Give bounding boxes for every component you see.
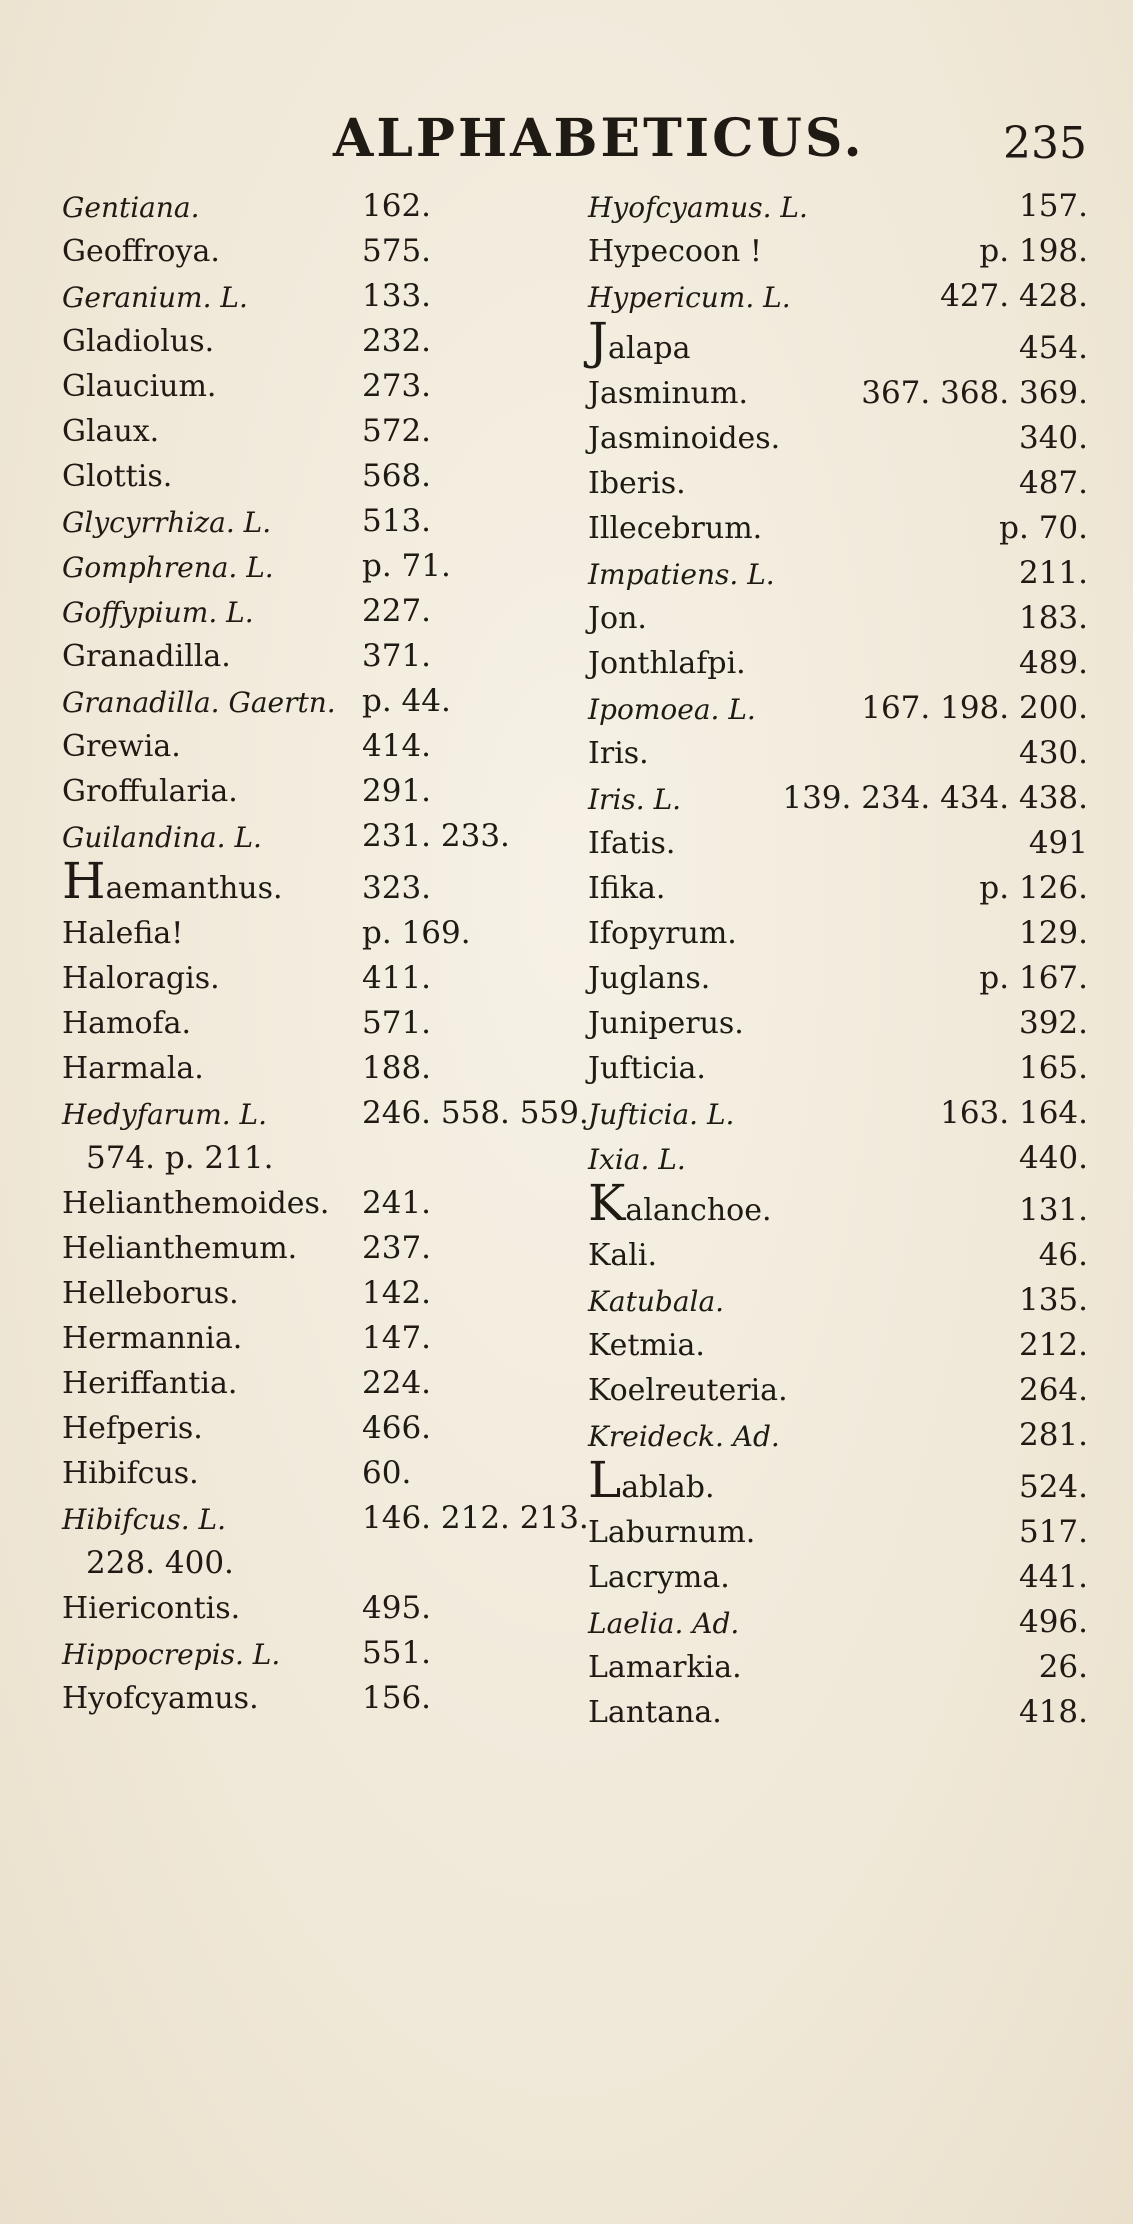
entry-name-rest: aemanthus.	[105, 871, 283, 906]
entry-name	[62, 852, 283, 910]
entry-name: Hippocrepis. L.	[62, 1638, 281, 1671]
entry-name: Laburnum.	[588, 1515, 756, 1550]
entry-name: Ipomoea. L.	[588, 693, 756, 726]
entry-pages: 139. 234. 434. 438.	[782, 780, 1088, 816]
entry-name: Kreideck. Ad.	[588, 1420, 780, 1453]
index-entry	[62, 1317, 582, 1362]
entry-name: Hermannia.	[62, 1321, 243, 1356]
entry-pages: p. 71.	[362, 548, 451, 584]
entry-pages: 232.	[362, 323, 432, 359]
entry-pages: p. 198.	[979, 233, 1088, 269]
entry-pages: 571.	[362, 1005, 432, 1041]
entry-pages: 135.	[1018, 1282, 1088, 1318]
index-entry	[62, 1182, 582, 1227]
entry-pages: p. 169.	[362, 915, 471, 951]
index-entry	[62, 957, 582, 1002]
entry-name: Lamarkia.	[588, 1650, 742, 1685]
entry-pages: p. 126.	[979, 870, 1088, 906]
entry-pages: 142.	[362, 1275, 432, 1311]
index-entry	[588, 867, 1088, 912]
entry-pages: 167. 198. 200.	[861, 690, 1088, 726]
entry-pages: 273.	[362, 368, 432, 404]
entry-pages: 211.	[1018, 555, 1088, 591]
entry-name: Groffularia.	[62, 774, 238, 809]
entry-pages: 367. 368. 369.	[861, 375, 1088, 411]
entry-name: Hypecoon !	[588, 234, 762, 269]
entry-name: Gladiolus.	[62, 324, 215, 359]
index-entry	[588, 1324, 1088, 1369]
entry-pages: 291.	[362, 773, 432, 809]
entry-pages: 430.	[1018, 735, 1088, 771]
index-entry	[588, 822, 1088, 867]
entry-pages: 491	[1028, 825, 1088, 861]
entry-name: Hypericum. L.	[588, 281, 791, 314]
section-initial: L	[588, 1451, 622, 1509]
index-entry	[62, 1092, 589, 1137]
index-entry	[62, 1047, 582, 1092]
entry-pages: 411.	[362, 960, 432, 996]
entry-pages: 568.	[362, 458, 432, 494]
index-entry	[588, 732, 1088, 777]
entry-pages: 157.	[1018, 188, 1088, 224]
index-entry	[62, 410, 582, 455]
entry-name: Jasminoides.	[588, 421, 781, 456]
index-entry	[588, 312, 1088, 372]
entry-pages: 572.	[362, 413, 432, 449]
index-entry	[588, 1174, 1088, 1234]
entry-pages: 264.	[1018, 1372, 1088, 1408]
index-entry	[62, 1587, 582, 1632]
entry-pages: p. 70.	[999, 510, 1088, 546]
index-entry	[62, 455, 582, 500]
page-number: 235	[1003, 118, 1087, 169]
index-entry	[588, 1451, 1088, 1511]
entry-pages: 246. 558. 559.	[362, 1095, 589, 1131]
entry-pages: 227.	[362, 593, 432, 629]
index-entry	[62, 1227, 582, 1272]
entry-continuation: 574. p. 211.	[86, 1140, 274, 1176]
index-entry	[588, 1234, 1088, 1279]
entry-name-rest: ablab.	[621, 1470, 715, 1505]
index-entry	[588, 1556, 1088, 1601]
index-entry	[62, 500, 582, 545]
entry-name: Kali.	[588, 1238, 658, 1273]
index-entry	[62, 1002, 582, 1047]
entry-name	[588, 1451, 715, 1509]
entry-pages: 224.	[362, 1365, 432, 1401]
entry-name: Iris.	[588, 736, 649, 771]
entry-pages: 496.	[1018, 1604, 1088, 1640]
entry-name	[588, 312, 691, 370]
index-entry	[588, 1279, 1088, 1324]
index-entry	[62, 275, 582, 320]
index-entry	[62, 815, 582, 860]
entry-name: Ifika.	[588, 871, 666, 906]
entry-pages: 392.	[1018, 1005, 1088, 1041]
entry-name: Ketmia.	[588, 1328, 705, 1363]
entry-pages: 340.	[1018, 420, 1088, 456]
index-column-right	[588, 185, 1088, 1736]
index-entry	[588, 185, 1088, 230]
entry-name: Harmala.	[62, 1051, 204, 1086]
entry-name: Iberis.	[588, 466, 686, 501]
entry-pages: 162.	[362, 188, 432, 224]
entry-pages: 147.	[362, 1320, 432, 1356]
entry-pages: 60.	[362, 1455, 412, 1491]
entry-name: Koelreuteria.	[588, 1373, 788, 1408]
entry-name: Haloragis.	[62, 961, 220, 996]
entry-pages: 524.	[1018, 1469, 1088, 1505]
index-entry	[62, 365, 582, 410]
page-header	[0, 108, 1133, 168]
index-entry	[62, 590, 582, 635]
entry-name: Ixia. L.	[588, 1143, 686, 1176]
entry-name: Impatiens. L.	[588, 558, 775, 591]
index-column-left	[62, 185, 589, 1722]
entry-pages: 551.	[362, 1635, 432, 1671]
entry-name: Guilandina. L.	[62, 821, 262, 854]
index-entry	[62, 185, 582, 230]
entry-name: Grewia.	[62, 729, 181, 764]
entry-name: Jon.	[588, 601, 647, 636]
entry-name: Juglans.	[588, 961, 711, 996]
entry-name-rest: alapa	[608, 331, 691, 366]
entry-pages: 466.	[362, 1410, 432, 1446]
entry-name: Illecebrum.	[588, 511, 763, 546]
entry-pages: 281.	[1018, 1417, 1088, 1453]
entry-name: Hamofa.	[62, 1006, 192, 1041]
index-entry	[588, 1691, 1088, 1736]
index-entry	[62, 852, 582, 912]
index-entry	[588, 642, 1088, 687]
entry-name: Helianthemoides.	[62, 1186, 330, 1221]
entry-name: Hedyfarum. L.	[62, 1098, 268, 1131]
entry-pages: 427. 428.	[940, 278, 1088, 314]
entry-name: Jonthlafpi.	[588, 646, 746, 681]
index-entry	[62, 725, 582, 770]
index-entry	[588, 687, 1088, 732]
index-entry	[62, 912, 582, 957]
entry-name: Laelia. Ad.	[588, 1607, 740, 1640]
index-entry	[588, 372, 1088, 417]
entry-continuation: 228. 400.	[86, 1545, 234, 1581]
entry-name	[588, 1174, 772, 1232]
entry-pages: 212.	[1018, 1327, 1088, 1363]
entry-pages: 131.	[1018, 1192, 1088, 1228]
entry-pages: 188.	[362, 1050, 432, 1086]
entry-name: Glottis.	[62, 459, 173, 494]
entry-pages: 183.	[1018, 600, 1088, 636]
index-entry	[588, 1047, 1088, 1092]
index-entry	[588, 1137, 1088, 1182]
index-entry	[588, 1092, 1088, 1137]
index-entry	[588, 957, 1088, 1002]
index-entry	[62, 1272, 582, 1317]
entry-name: Iris. L.	[588, 783, 682, 816]
entry-name: Hibifcus.	[62, 1456, 199, 1491]
entry-pages: 495.	[362, 1590, 432, 1626]
index-entry	[62, 1407, 582, 1452]
index-entry	[62, 1677, 582, 1722]
index-entry	[62, 1497, 589, 1542]
entry-name: Gentiana.	[62, 191, 200, 224]
entry-pages: 414.	[362, 728, 432, 764]
entry-name: Gomphrena. L.	[62, 551, 274, 584]
entry-pages: 371.	[362, 638, 432, 674]
entry-name: Jufticia. L.	[588, 1098, 735, 1131]
index-entry	[62, 1542, 582, 1587]
entry-pages: 513.	[362, 503, 432, 539]
entry-pages: 26.	[1038, 1649, 1088, 1685]
index-entry	[588, 597, 1088, 642]
entry-pages: 517.	[1018, 1514, 1088, 1550]
index-entry	[588, 912, 1088, 957]
entry-name: Lantana.	[588, 1695, 722, 1730]
index-entry	[588, 507, 1088, 552]
index-entry	[62, 635, 582, 680]
entry-pages: 129.	[1018, 915, 1088, 951]
entry-name: Lacryma.	[588, 1560, 730, 1595]
index-entry	[588, 777, 1088, 822]
index-entry	[62, 545, 582, 590]
entry-name: Halefia!	[62, 916, 184, 951]
entry-pages: 156.	[362, 1680, 432, 1716]
entry-name: Juniperus.	[588, 1006, 744, 1041]
entry-name: Hiericontis.	[62, 1591, 241, 1626]
entry-pages: 231. 233.	[362, 818, 510, 854]
index-entry	[588, 1601, 1088, 1646]
entry-pages: 165.	[1018, 1050, 1088, 1086]
entry-name: Geoffroya.	[62, 234, 220, 269]
entry-name: Goffypium. L.	[62, 596, 254, 629]
entry-pages: 489.	[1018, 645, 1088, 681]
index-entry	[62, 1362, 582, 1407]
index-entry	[588, 1414, 1088, 1459]
entry-name: Hyofcyamus. L.	[588, 191, 808, 224]
entry-name: Geranium. L.	[62, 281, 248, 314]
entry-name: Hibifcus. L.	[62, 1503, 226, 1536]
entry-pages: p. 167.	[979, 960, 1088, 996]
entry-name: Helianthemum.	[62, 1231, 298, 1266]
entry-name: Jasminum.	[588, 376, 748, 411]
entry-pages: 163. 164.	[940, 1095, 1088, 1131]
index-entry	[588, 1002, 1088, 1047]
running-title: ALPHABETICUS.	[333, 108, 865, 169]
entry-name: Katubala.	[588, 1285, 725, 1318]
entry-pages: 323.	[362, 870, 432, 906]
index-entry	[62, 230, 582, 275]
entry-pages: 487.	[1018, 465, 1088, 501]
entry-pages: 237.	[362, 1230, 432, 1266]
index-entry	[588, 1646, 1088, 1691]
index-entry	[588, 417, 1088, 462]
index-entry	[588, 230, 1088, 275]
entry-pages: 418.	[1018, 1694, 1088, 1730]
entry-pages: 241.	[362, 1185, 432, 1221]
entry-name: Glaucium.	[62, 369, 217, 404]
entry-name: Helleborus.	[62, 1276, 239, 1311]
entry-name: Ifatis.	[588, 826, 676, 861]
index-entry	[62, 770, 582, 815]
index-entry	[62, 1632, 582, 1677]
entry-name: Glycyrrhiza. L.	[62, 506, 272, 539]
index-entry	[588, 1511, 1088, 1556]
entry-name: Hyofcyamus.	[62, 1681, 259, 1716]
entry-name: Granadilla. Gaertn.	[62, 686, 336, 719]
index-entry	[62, 320, 582, 365]
entry-name: Ifopyrum.	[588, 916, 737, 951]
index-entry	[62, 1137, 582, 1182]
entry-pages: 454.	[1018, 330, 1088, 366]
entry-pages: 46.	[1038, 1237, 1088, 1273]
section-initial: J	[588, 312, 609, 370]
entry-pages: 440.	[1018, 1140, 1088, 1176]
index-entry	[588, 552, 1088, 597]
entry-pages: 146. 212. 213.	[362, 1500, 589, 1536]
entry-pages: 575.	[362, 233, 432, 269]
entry-name: Heriffantia.	[62, 1366, 238, 1401]
entry-name: Jufticia.	[588, 1051, 706, 1086]
entry-name: Granadilla.	[62, 639, 231, 674]
entry-pages: 441.	[1018, 1559, 1088, 1595]
index-entry	[588, 462, 1088, 507]
entry-name: Hefperis.	[62, 1411, 203, 1446]
entry-name-rest: alanchoe.	[625, 1193, 772, 1228]
index-entry	[62, 1452, 582, 1497]
section-initial: K	[588, 1174, 626, 1232]
entry-pages: p. 44.	[362, 683, 451, 719]
entry-name: Glaux.	[62, 414, 160, 449]
index-entry	[62, 680, 582, 725]
section-initial: H	[62, 852, 106, 910]
entry-pages: 133.	[362, 278, 432, 314]
index-entry	[588, 1369, 1088, 1414]
index-entry	[588, 275, 1088, 320]
